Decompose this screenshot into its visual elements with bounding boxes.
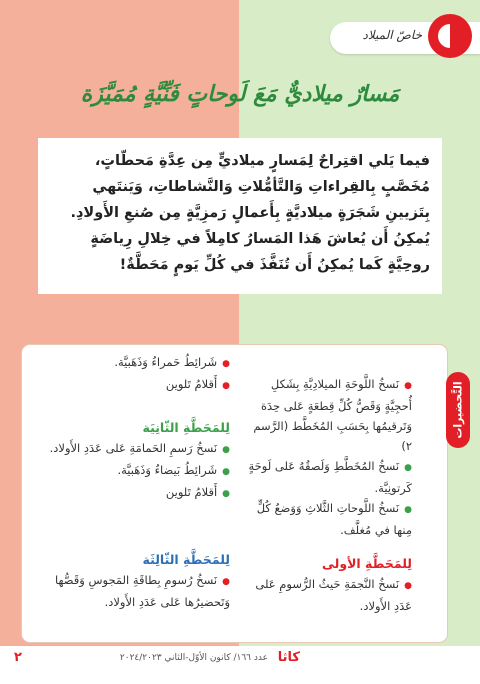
stage1-title: لِلمَحَطَّةِ الأولى [322, 556, 412, 571]
list-item: ● شَرائِطُ بَيضاءُ وَذَهَبيَّة. [40, 460, 230, 482]
list-item: ● نَسخُ رَسمِ الحَمامَةِ عَلى عَدَدِ الأَولاد. [40, 438, 230, 460]
section-tab [330, 22, 480, 54]
right-column [240, 374, 412, 616]
intro-paragraph-2: يُمكِنُ أَن يُعاشَ هَذا المَسارُ كامِلاً في خِلالِ رِياضَةٍ روحِيَّةٍ كَما يُمكِنُ أَن تُنَفَّذَ في كُلِّ يَومٍ مَحَطَّةٌ! [90, 231, 430, 273]
list-item: ● نَسخُ النَّجمَةِ حَيثُ الرُّسومِ عَلى عَدَدِ الأَولاد. [240, 574, 412, 616]
list-item: ● نَسخُ اللَّوحاتِ الثَّلاثِ وَوَضعُ كُلٍّ مِنها في مُغلَّف. [240, 498, 412, 540]
stage3-title: لِلمَحَطَّةِ الثّالِثَة [142, 552, 230, 567]
footer [14, 650, 300, 670]
list-item: ● أَقلامُ تَلوين [40, 482, 230, 504]
list-item: ● نَسخُ رُسومِ بِطاقَةِ المَجوسِ وَقَصُّها وَتَحضيرُها عَلى عَدَدِ الأَولاد. [40, 570, 230, 612]
issue-info: عدد ١٦٦/ كانون الأوّل-الثاني ٢٠٢٤/٢٠٢٣ [119, 653, 268, 663]
list-item: ● شَرائِطُ حَمراءُ وَذَهَبيَّة. [40, 352, 230, 374]
section-label: خاصّ الميلاد [362, 28, 422, 42]
list-item: ● أَقلامُ تَلوين [40, 374, 230, 396]
crescent-logo-icon [428, 14, 472, 58]
stage2-title: لِلمَحَطَّةِ الثّانِيَة [142, 420, 230, 435]
page-title: مَسارٌ ميلاديٌّ مَعَ لَوحاتٍ فَنِّيَّةٍ مُمَيَّزَة [80, 82, 400, 107]
side-label-text: التَّحضيرات [451, 381, 465, 439]
intro-box [38, 138, 442, 294]
page-number: ٢ [14, 650, 22, 665]
preparations-side-label [446, 372, 470, 448]
list-item: ● نَسخُ اللَّوحَةِ الميلادِيَّةِ بِشَكلِ أُحجِيَّةٍ وَقَصُّ كُلِّ قِطعَةٍ عَلى حِدَة وَتَرقيمُها بِحَسَبِ المُخَطَّط (الرَّسم ٢) [240, 374, 412, 456]
list-item: ● نَسخُ المُخَطَّطِ وَلَصقُهُ عَلى لَوحَةٍ كَرتونِيَّة. [240, 456, 412, 498]
intro-paragraph-1: فيما يَلي اقتِراحٌ لِمَسارٍ ميلاديٍّ مِن عِدَّةِ مَحطّاتٍ، مُخَصَّبٍ بِالقِراءاتِ وَالتَّأمُّلاتِ وَالنَّشاطاتِ، وَيَنتَهي بِتَزيينِ شَجَرَةٍ ميلاديَّةٍ بِأَعمالٍ رَمزِيَّةٍ مِن صُنعِ الأَولادِ. [70, 153, 430, 221]
brand-logo: كاثا [277, 650, 300, 665]
left-column [40, 352, 230, 612]
